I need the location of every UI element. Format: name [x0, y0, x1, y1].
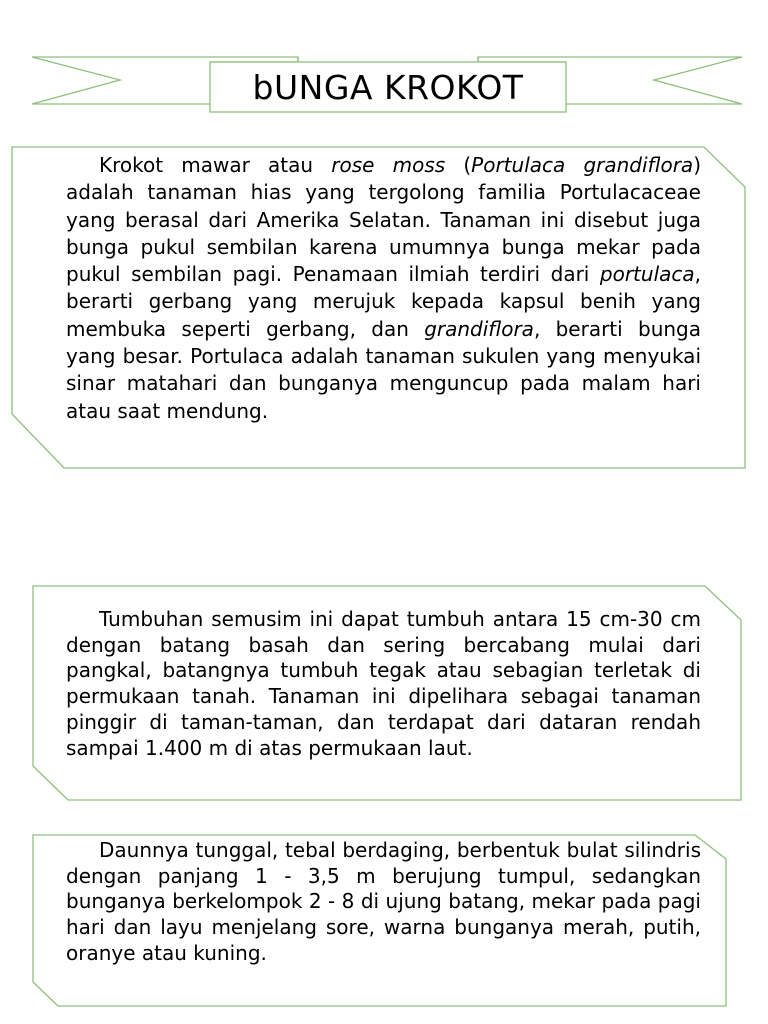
- paragraph-leaves-flowers: [66, 838, 701, 967]
- text-run: , berarti gerbang yang merujuk kepada kapsul benih yang membuka seperti gerbang, dan: [66, 262, 701, 341]
- italic-term: rose moss: [331, 153, 446, 177]
- text-run: Krokot mawar atau: [99, 153, 332, 177]
- text-run: , berarti bunga yang besar. Portulaca adalah tanaman sukulen yang menyukai sinar matahari dan bunganya menguncup pada malam hari atau saat mendung.: [66, 316, 702, 423]
- italic-term: grandiflora: [424, 316, 534, 341]
- paragraph-introduction: [66, 152, 701, 425]
- text-run: Daunnya tunggal, tebal berdaging, berbentuk bulat silindris dengan panjang 1 - 3,5 m berujung tumpul, sedangkan bunganya berkelompok 2 - 8 di ujung batang, mekar pada pagi hari dan layu menjelang sore, warna bunganya merah, putih, oranye atau kuning.: [66, 838, 701, 965]
- paragraph-growth: [66, 607, 701, 761]
- text-run: (: [445, 153, 472, 177]
- italic-term: Portulaca grandiflora: [471, 153, 694, 177]
- page-title: bUNGA KROKOT: [252, 67, 524, 107]
- italic-term: portulaca: [599, 262, 695, 287]
- text-run: Tumbuhan semusim ini dapat tumbuh antara 15 cm-30 cm dengan batang basah dan sering bercabang mulai dari pangkal, batangnya tumbuh tegak atau sebagian terletak di permukaan tanah. Tanaman ini dipelihara sebagai tanaman pinggir di taman-taman, dan terdapat dari dataran rendah sampai 1.400 m di atas permukaan laut.: [66, 607, 701, 760]
- text-run: ) adalah tanaman hias yang tergolong familia Portulacaceae yang berasal dari Amerika Selatan. Tanaman ini disebut juga bunga pukul sembilan karena umumnya bunga mekar pada pukul sembilan pagi. Penamaan ilmiah terdiri dari: [66, 153, 701, 287]
